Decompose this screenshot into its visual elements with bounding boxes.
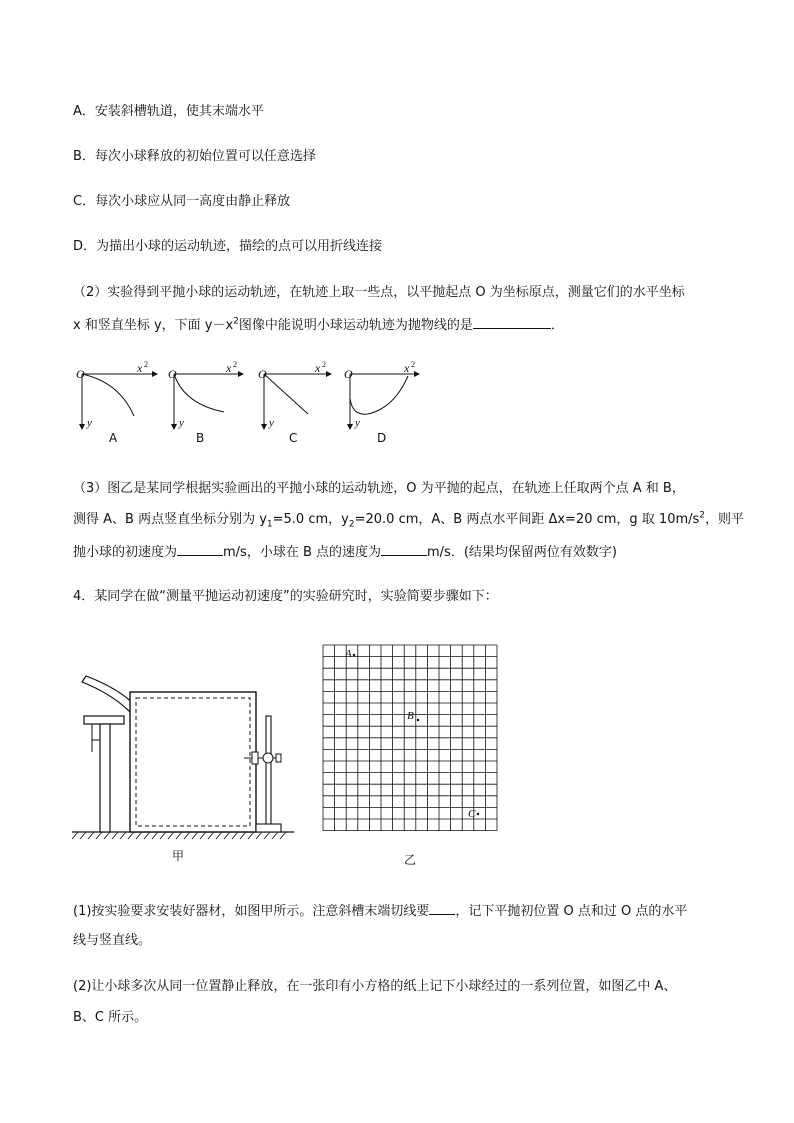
q2-line2-pre: x 和竖直坐标 y，下面 y－x <box>73 318 234 333</box>
graph-label: B <box>196 431 205 445</box>
q3-line3-a: 抛小球的初速度为 <box>73 545 178 560</box>
option-b: B．每次小球释放的初始位置可以任意选择 <box>73 149 316 164</box>
clamp-jaw <box>252 752 258 764</box>
q3-blank-2[interactable] <box>381 541 427 556</box>
q3-line2-d: ，则平 <box>705 512 745 527</box>
graph-d <box>342 360 432 449</box>
x-arrow-icon <box>414 371 420 377</box>
clamp-screw <box>276 754 281 762</box>
inclined-chute <box>82 676 136 712</box>
q3-line2 <box>73 510 744 530</box>
option-d: D．为描出小球的运动轨迹，描绘的点可以用折线连接 <box>73 239 383 254</box>
origin-label: O <box>344 367 353 381</box>
q2-line2-sup: 2 <box>233 316 239 327</box>
x-label-sup: 2 <box>322 360 326 369</box>
point-b-label: B <box>407 710 414 722</box>
table-leg <box>100 724 110 832</box>
q2-line2 <box>73 314 564 336</box>
curve <box>174 374 224 412</box>
y-label: y <box>355 417 360 429</box>
point-b <box>417 719 419 721</box>
stand-rod <box>266 716 271 828</box>
x-arrow-icon <box>238 371 244 377</box>
q2-line2-end: ． <box>550 318 564 333</box>
y-label: y <box>87 417 92 429</box>
q4-step1 <box>73 900 687 922</box>
q4-step1-b: ，记下平抛初位置 O 点和过 O 点的水平 <box>455 904 688 919</box>
q3-unit2: m/s．(结果均保留两位有效数字) <box>427 545 617 560</box>
y-arrow-icon <box>79 424 85 430</box>
curve <box>264 374 308 414</box>
q4-step2-a: (2)让小球多次从同一位置静止释放，在一张印有小方格的纸上记下小球经过的一系列位置，如图乙中 A、 <box>73 979 677 994</box>
graph-a <box>74 360 164 449</box>
graph-label: C <box>289 431 298 445</box>
q3-unit1: m/s，小球在 B 点的速度为 <box>223 545 382 560</box>
q4-step1-blank[interactable] <box>429 900 455 915</box>
point-a <box>353 654 355 656</box>
clamp-knob-icon <box>263 753 273 763</box>
caption-right: 乙 <box>404 853 417 867</box>
x-label: x <box>226 361 232 375</box>
q4-step1-c: 线与竖直线。 <box>73 933 152 948</box>
y-arrow-icon <box>261 424 267 430</box>
q3-line2-b: =5.0 cm，y <box>272 512 349 527</box>
x-label: x <box>404 361 410 375</box>
x-label-sup: 2 <box>233 360 237 369</box>
q3-line3 <box>73 541 617 563</box>
stand-base <box>256 824 281 832</box>
x-label-sup: 2 <box>144 360 148 369</box>
graph-b <box>166 360 256 449</box>
table-top <box>84 716 124 724</box>
q2-line1: （2）实验得到平抛小球的运动轨迹，在轨迹上取一些点，以平抛起点 O 为坐标原点，测量它们的水平坐标 <box>73 285 685 300</box>
y-arrow-icon <box>171 424 177 430</box>
q2-answer-blank[interactable] <box>473 314 551 329</box>
x-arrow-icon <box>326 371 332 377</box>
y-label: y <box>179 417 184 429</box>
graph-label: D <box>377 431 387 445</box>
point-c-label: C <box>468 808 476 820</box>
origin-label: O <box>258 367 267 381</box>
x-label-sup: 2 <box>411 360 415 369</box>
caption-left: 甲 <box>172 849 185 863</box>
q4-intro: 4．某同学在做“测量平抛运动初速度”的实验研究时，实验简要步骤如下： <box>73 589 498 604</box>
x-label: x <box>315 361 321 375</box>
ground-hatch <box>72 832 286 839</box>
graph-label: A <box>109 431 118 445</box>
q3-line2-a: 测得 A、B 两点竖直坐标分别为 y <box>73 512 267 527</box>
y-arrow-icon <box>347 424 353 430</box>
q4-step2-b: B、C 所示。 <box>73 1010 148 1025</box>
q3-blank-1[interactable] <box>177 541 223 556</box>
q2-line2-post: 图像中能说明小球运动轨迹为抛物线的是 <box>238 318 473 333</box>
option-a: A．安装斜槽轨道，使其末端水平 <box>73 104 264 119</box>
q3-sub2: 2 <box>348 519 355 530</box>
origin-label: O <box>168 367 177 381</box>
grid-lines <box>323 645 497 831</box>
board <box>130 692 256 832</box>
x-label: x <box>137 361 143 375</box>
origin-label: O <box>76 367 85 381</box>
q4-step1-a: (1)按实验要求安装好器材，如图甲所示。注意斜槽末端切线要 <box>73 904 430 919</box>
q3-line2-c: =20.0 cm，A、B 两点水平间距 Δx=20 cm，g 取 10m/s <box>354 512 700 527</box>
y-label: y <box>269 417 274 429</box>
graph-c <box>256 360 346 449</box>
curve <box>82 374 134 416</box>
x-arrow-icon <box>152 371 158 377</box>
apparatus-figure <box>72 672 297 872</box>
grid-figure <box>322 644 502 869</box>
point-a-label: A <box>345 648 352 660</box>
option-c: C．每次小球应从同一高度由静止释放 <box>73 194 291 209</box>
curve <box>350 376 408 414</box>
point-c <box>477 813 479 815</box>
q3-line1: （3）图乙是某同学根据实验画出的平抛小球的运动轨迹，O 为平抛的起点，在轨迹上任取两个点 A 和 B， <box>73 481 685 496</box>
q3-sub1: 1 <box>266 519 273 530</box>
q3-sup2: 2 <box>699 510 706 521</box>
